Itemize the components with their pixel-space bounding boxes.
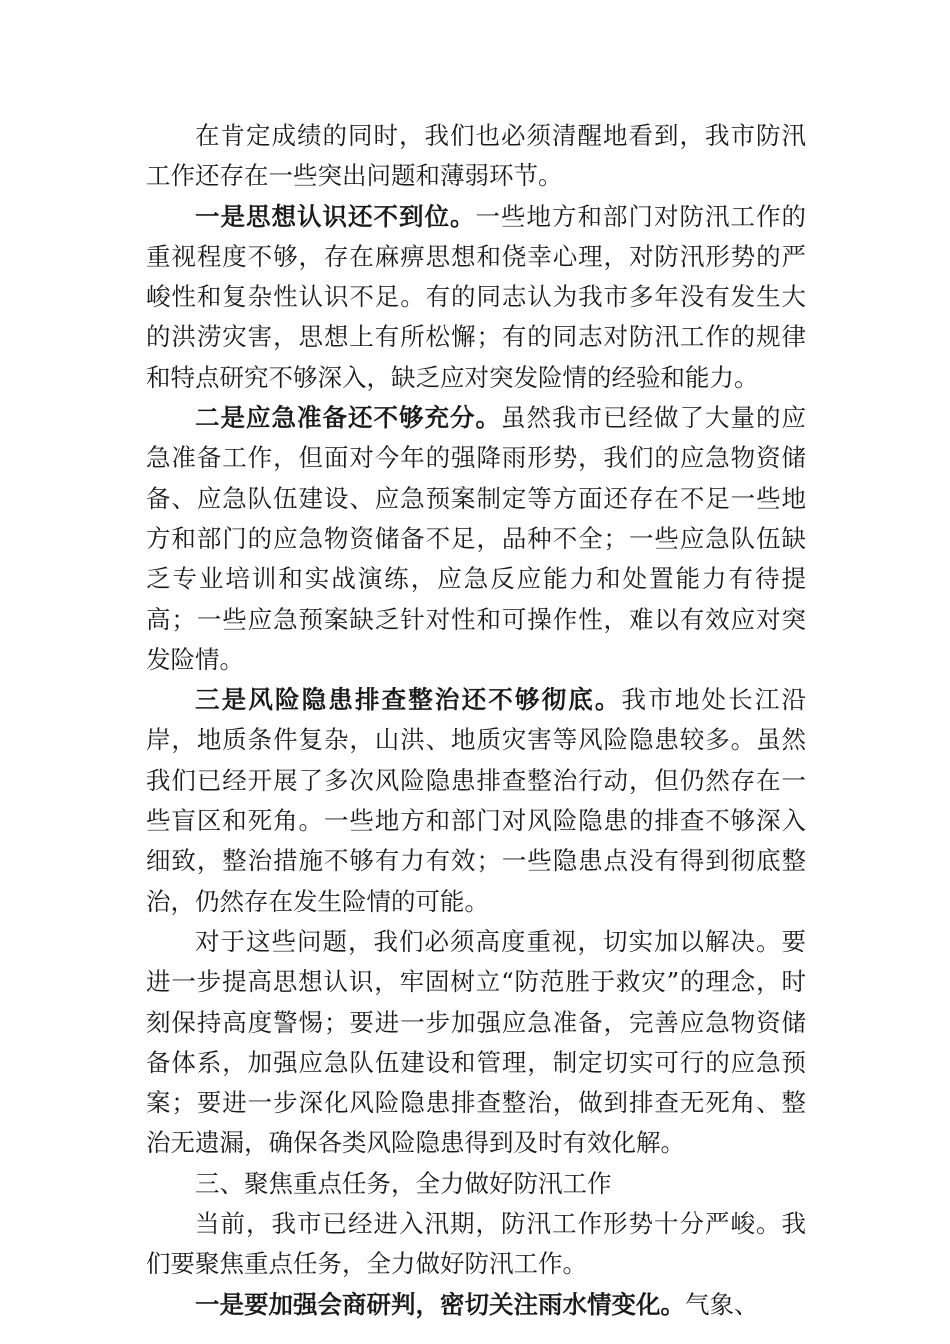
paragraph-text: 我市地处长江沿岸，地质条件复杂，山洪、地质灾害等风险隐患较多。虽然我们已经开展了多次风险隐患排查整治行动，但仍然存在一些盲区和死角。一些地方和部门对风险隐患的排查不够深入细致，整治措施不够有力有效；一些隐患点没有得到彻底整治，仍然存在发生险情的可能。	[146, 685, 807, 916]
paragraph-text: 对于这些问题，我们必须高度重视，切实加以解决。要进一步提高思想认识，牢固树立“防范胜于救灾”的理念，时刻保持高度警惕；要进一步加强应急准备，完善应急物资储备体系，加强应急队伍建设和管理，制定切实可行的应急预案；要进一步深化风险隐患排查整治，做到排查无死角、整治无遗漏，确保各类风险隐患得到及时有效化解。	[146, 926, 806, 1158]
document-body	[146, 116, 806, 1325]
section-heading: 三、聚焦重点任务，全力做好防汛工作	[195, 1168, 612, 1198]
paragraph-text: 气象、	[685, 1289, 759, 1319]
paragraph-problem-2	[146, 398, 806, 680]
paragraph-text: 当前，我市已经进入汛期，防汛工作形势十分严峻。我们要聚焦重点任务，全力做好防汛工作。	[146, 1209, 806, 1279]
paragraph-problem-3	[146, 680, 806, 922]
paragraph-task-1	[146, 1285, 806, 1325]
paragraph-intro	[146, 116, 806, 197]
paragraph-text: 在肯定成绩的同时，我们也必须清醒地看到，我市防汛工作还存在一些突出问题和薄弱环节。	[146, 121, 806, 191]
paragraph-text: 虽然我市已经做了大量的应急准备工作，但面对今年的强降雨形势，我们的应急物资储备、应急队伍建设、应急预案制定等方面还存在不足一些地方和部门的应急物资储备不足，品种不全；一些应急队伍缺乏专业培训和实战演练，应急反应能力和处置能力有待提高；一些应急预案缺乏针对性和可操作性，难以有效应对突发险情。	[146, 403, 806, 674]
paragraph-lead: 三是风险隐患排查整治还不够彻底。	[195, 685, 622, 715]
paragraph-text: 一些地方和部门对防汛工作的重视程度不够，存在麻痹思想和侥幸心理，对防汛形势的严峻性和复杂性认识不足。有的同志认为我市多年没有发生大的洪涝灾害，思想上有所松懈；有的同志对防汛工作的规律和特点研究不够深入，缺乏应对突发险情的经验和能力。	[146, 201, 806, 392]
paragraph-lead: 一是要加强会商研判，密切关注雨水情变化。	[195, 1289, 685, 1319]
paragraph-section-intro	[146, 1204, 806, 1285]
paragraph-problem-1	[146, 197, 806, 398]
paragraph-lead: 一是思想认识还不到位。	[195, 201, 476, 231]
paragraph-lead: 二是应急准备还不够充分。	[195, 403, 501, 433]
paragraph-conclusion	[146, 922, 806, 1164]
